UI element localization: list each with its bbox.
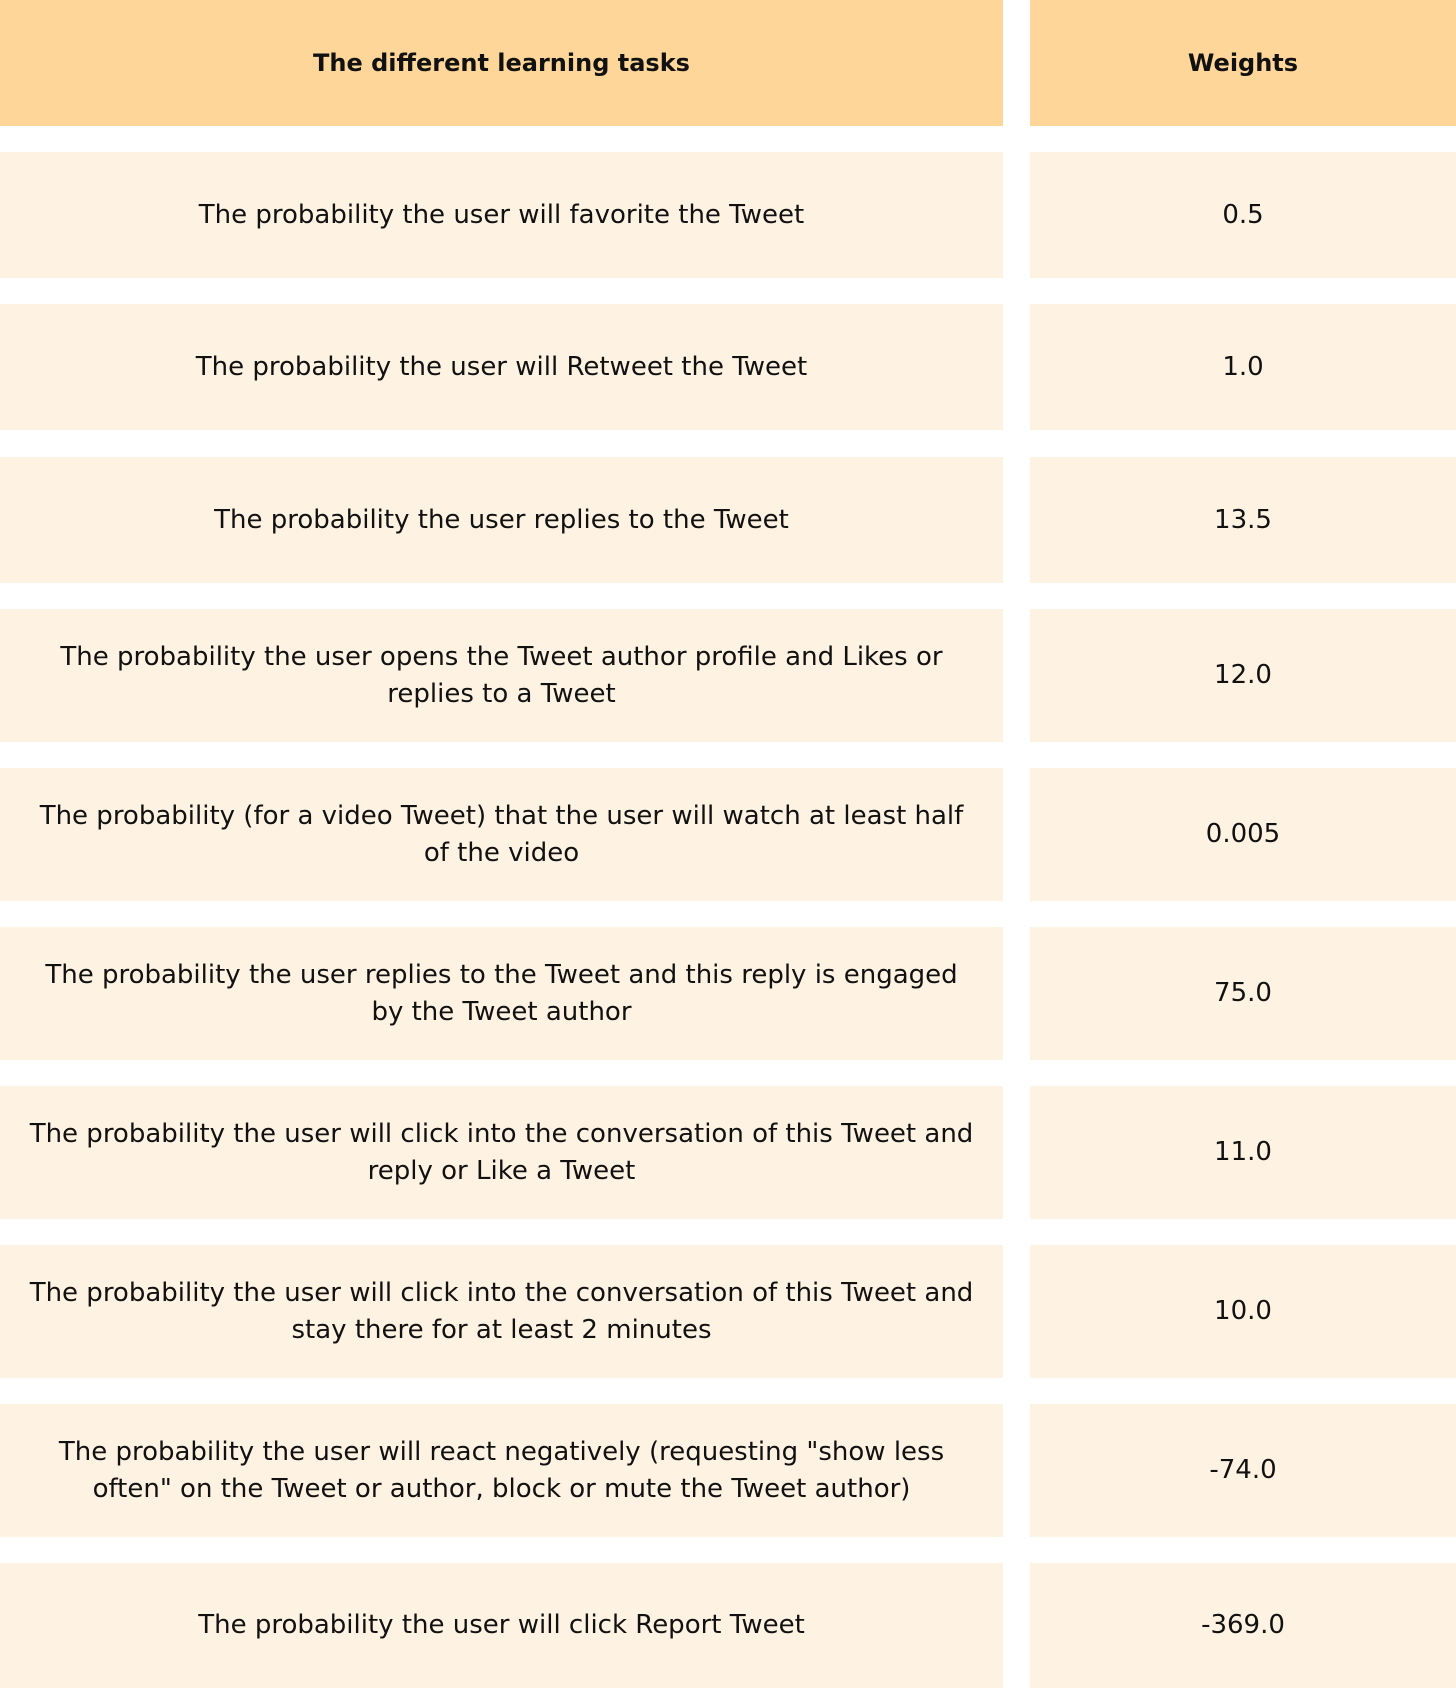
header-weight-cell — [1030, 0, 1456, 126]
weight-value: 12.0 — [1214, 660, 1272, 690]
weight-cell — [1030, 1563, 1456, 1688]
weight-value: 75.0 — [1214, 978, 1272, 1008]
task-cell — [0, 1086, 1003, 1219]
weight-cell — [1030, 927, 1456, 1060]
weight-value: 0.5 — [1222, 199, 1264, 230]
weight-value: 10.0 — [1214, 1296, 1272, 1326]
header-weight-label: Weights — [1187, 49, 1299, 77]
task-text: The probability the user will click into the conversation of this Tweet and stay there for at least 2 minutes — [29, 1277, 974, 1345]
task-text: The probability the user will favorite the Tweet — [198, 199, 805, 230]
weight-cell — [1030, 1404, 1456, 1537]
task-cell — [0, 927, 1003, 1060]
weight-cell — [1030, 1245, 1456, 1378]
weight-value: -74.0 — [1209, 1455, 1277, 1485]
header-task-label: The different learning tasks — [313, 49, 690, 77]
task-text: The probability the user opens the Tweet author profile and Likes or replies to a Tweet — [60, 641, 943, 709]
task-cell — [0, 1404, 1003, 1537]
weight-cell — [1030, 457, 1456, 583]
task-cell — [0, 768, 1003, 901]
task-text: The probability the user will click Report Tweet — [198, 1610, 805, 1640]
weight-cell — [1030, 1086, 1456, 1219]
task-cell — [0, 304, 1003, 430]
weight-value: 11.0 — [1214, 1137, 1272, 1167]
weight-value: 0.005 — [1205, 819, 1281, 849]
weight-value: 1.0 — [1222, 351, 1264, 382]
task-cell — [0, 457, 1003, 583]
weight-value: 13.5 — [1214, 504, 1272, 535]
task-text: The probability the user will react negatively (requesting "show less often" on the Tweet or author, block or mute the Tweet author) — [58, 1436, 945, 1504]
header-task-cell — [0, 0, 1003, 126]
weight-value: -369.0 — [1201, 1610, 1285, 1640]
task-text: The probability (for a video Tweet) that the user will watch at least half of the video — [39, 800, 964, 868]
task-text: The probability the user will Retweet the Tweet — [195, 351, 808, 382]
weight-cell — [1030, 609, 1456, 742]
weight-cell — [1030, 304, 1456, 430]
task-cell — [0, 152, 1003, 278]
task-text: The probability the user replies to the Tweet and this reply is engaged by the Tweet author — [45, 959, 958, 1027]
task-cell — [0, 1245, 1003, 1378]
task-text: The probability the user replies to the Tweet — [214, 504, 789, 535]
weight-cell — [1030, 152, 1456, 278]
task-cell — [0, 609, 1003, 742]
task-cell — [0, 1563, 1003, 1688]
task-text: The probability the user will click into the conversation of this Tweet and reply or Like a Tweet — [29, 1118, 974, 1186]
weight-cell — [1030, 768, 1456, 901]
